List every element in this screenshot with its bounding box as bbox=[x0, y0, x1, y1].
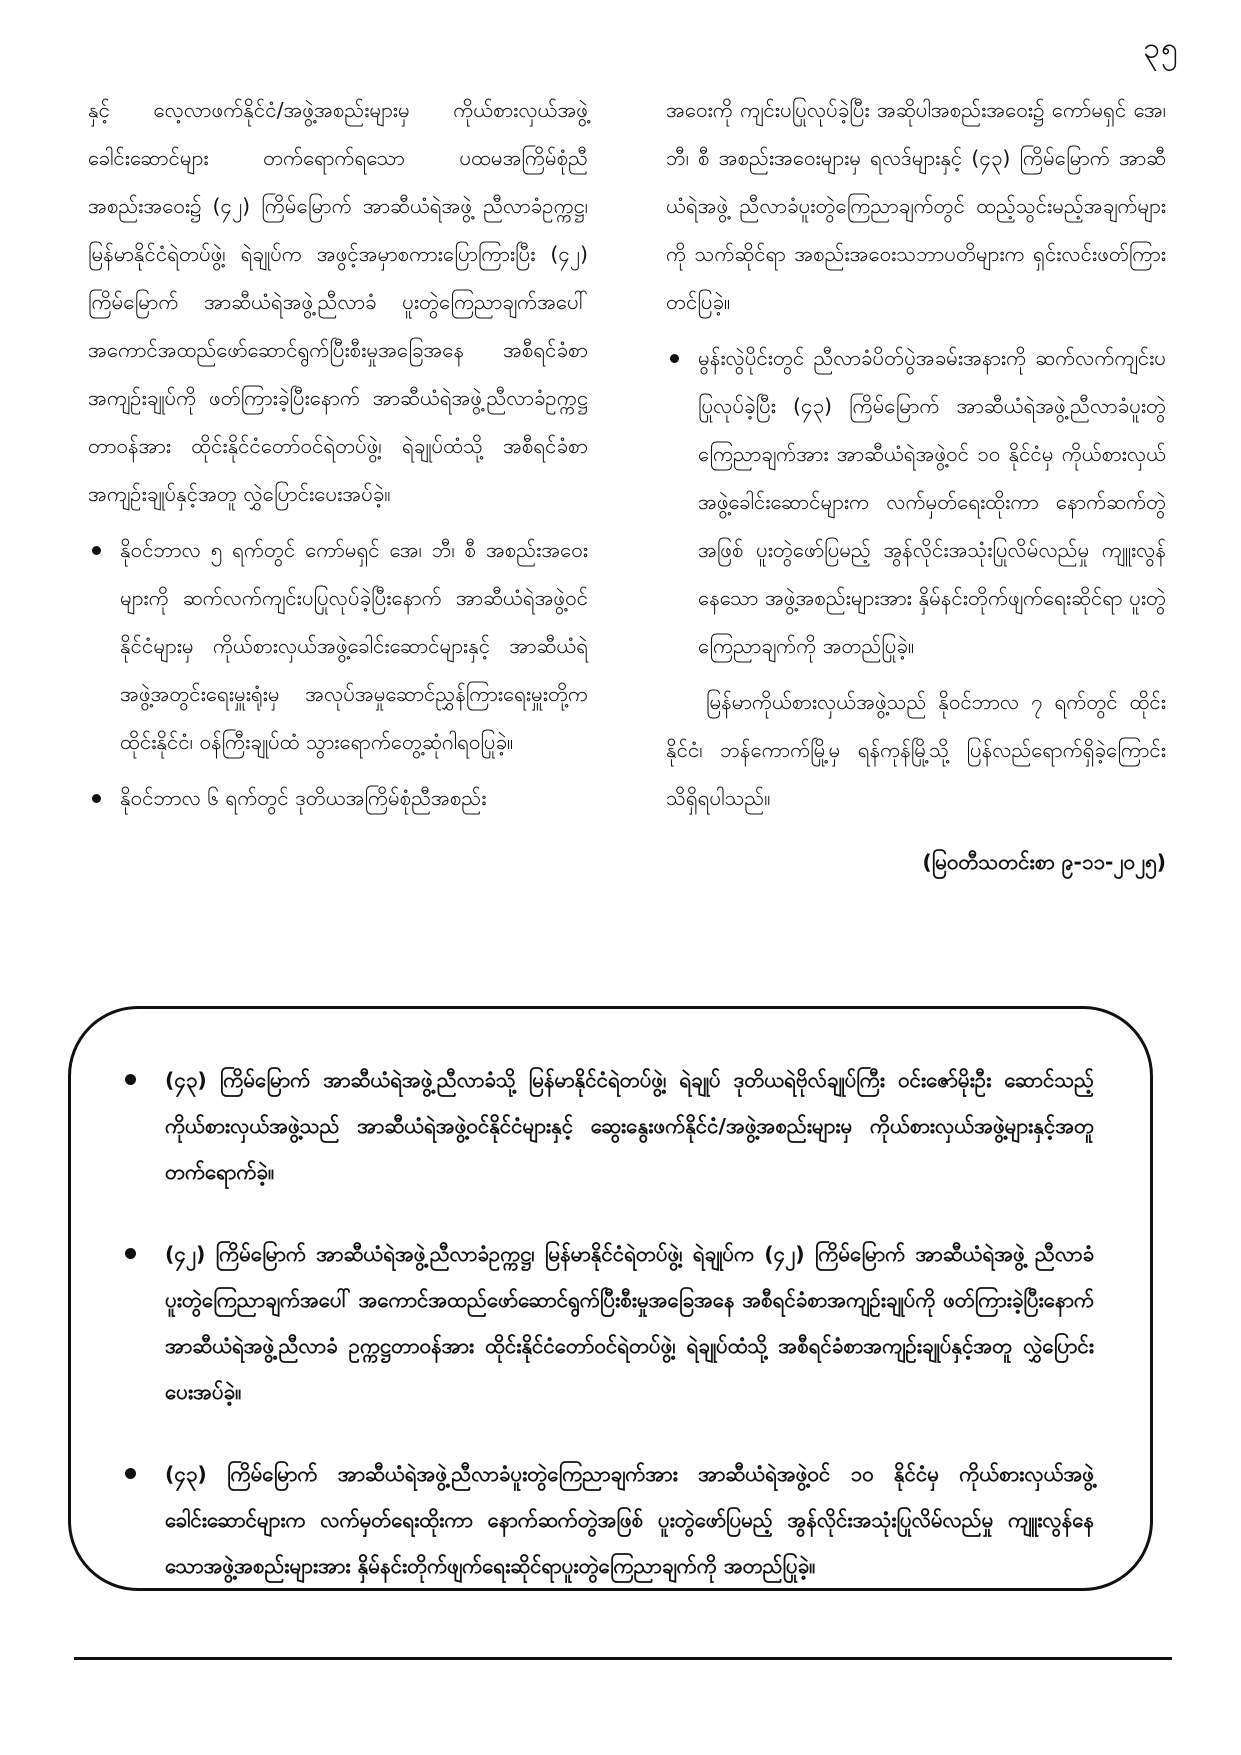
left-column bbox=[88, 86, 588, 886]
summary-box bbox=[68, 1006, 1153, 1591]
page-number: ၃၅ bbox=[1143, 31, 1179, 66]
summary-item: (၄၃) ကြိမ်မြောက် အာဆီယံရဲအဖွဲ့ညီလာခံသို့ မြန်မာနိုင်ငံရဲတပ်ဖွဲ့၊ ရဲချုပ် ဒုတိယရဲဗိုလ်ချုပ်ကြီး ဝင်းဇော်မိုးဦး ဆောင်သည့် ကိုယ်စားလှယ်အဖွဲ့သည် အာဆီယံရဲအဖွဲ့ဝင်နိုင်ငံများနှင့် ဆွေးနွေးဖက်နိုင်ငံ/အဖွဲ့အစည်းများမှ ကိုယ်စားလှယ်အဖွဲ့များနှင့်အတူ တက်ရောက်ခဲ့။ bbox=[117, 1057, 1094, 1195]
right-bullet-list bbox=[666, 334, 1166, 670]
summary-list bbox=[117, 1057, 1094, 1589]
closing-paragraph: မြန်မာကိုယ်စားလှယ်အဖွဲ့သည် နိုဝင်ဘာလ ၇ ရက်တွင် ထိုင်းနိုင်ငံ၊ ဘန်ကောက်မြို့မှ ရန်ကုန်မြို့သို့ ပြန်လည်ရောက်ရှိခဲ့ကြောင်း သိရှိရပါသည်။ bbox=[666, 690, 1166, 810]
source-citation: (မြဝတီသတင်းစာ ၉-၁၁-၂၀၂၅) bbox=[922, 850, 1166, 874]
left-bullet-list bbox=[88, 526, 588, 822]
article-columns bbox=[88, 86, 1166, 886]
continuation-paragraph: အဝေးကို ကျင်းပပြုလုပ်ခဲ့ပြီး အဆိုပါအစည်းအဝေး၌ ကော်မရှင် အေ၊ ဘီ၊ စီ အစည်းအဝေးများမှ ရလဒ်များနှင့် (၄၃) ကြိမ်မြောက် အာဆီယံရဲအဖွဲ့ ညီလာခံပူးတွဲကြေညာချက်တွင် ထည့်သွင်းမည့်အချက်များကို သက်ဆိုင်ရာ အစည်းအဝေးသဘာပတိများက ရှင်းလင်းဖတ်ကြားတင်ပြခဲ့။ bbox=[666, 98, 1166, 314]
summary-item: (၄၂) ကြိမ်မြောက် အာဆီယံရဲအဖွဲ့ညီလာခံဥက္ကဋ္ဌ၊ မြန်မာနိုင်ငံရဲတပ်ဖွဲ့၊ ရဲချုပ်က (၄၂) ကြိမ်မြောက် အာဆီယံရဲအဖွဲ့ ညီလာခံပူးတွဲကြေညာချက်အပေါ် အကောင်အထည်ဖော်ဆောင်ရွက်ပြီးစီးမှုအခြေအနေ အစီရင်ခံစာအကျဉ်းချုပ်ကို ဖတ်ကြားခဲ့ပြီးနောက် အာဆီယံရဲအဖွဲ့ညီလာခံ ဥက္ကဋ္ဌတာဝန်အား ထိုင်းနိုင်ငံတော်ဝင်ရဲတပ်ဖွဲ့၊ ရဲချုပ်ထံသို့ အစီရင်ခံစာအကျဉ်းချုပ်နှင့်အတူ လွှဲပြောင်းပေးအပ်ခဲ့။ bbox=[117, 1231, 1094, 1415]
intro-paragraph: နှင့် လေ့လာဖက်နိုင်ငံ/အဖွဲ့အစည်းများမှ ကိုယ်စားလှယ်အဖွဲ့ခေါင်းဆောင်များ တက်ရောက်ရသော ပထမအကြိမ်စုံညီအစည်းအဝေး၌ (၄၂) ကြိမ်မြောက် အာဆီယံရဲအဖွဲ့ ညီလာခံဥက္ကဋ္ဌ၊ မြန်မာနိုင်ငံရဲတပ်ဖွဲ့၊ ရဲချုပ်က အဖွင့်အမှာစကားပြောကြားပြီး (၄၂) ကြိမ်မြောက် အာဆီယံရဲအဖွဲ့ညီလာခံ ပူးတွဲကြေညာချက်အပေါ် အကောင်အထည်ဖော်ဆောင်ရွက်ပြီးစီးမှုအခြေအနေ အစီရင်ခံစာအကျဉ်းချုပ်ကို ဖတ်ကြားခဲ့ပြီးနောက် အာဆီယံရဲအဖွဲ့ညီလာခံဥက္ကဋ္ဌတာဝန်အား ထိုင်းနိုင်ငံတော်ဝင်ရဲတပ်ဖွဲ့၊ ရဲချုပ်ထံသို့ အစီရင်ခံစာအကျဉ်းချုပ်နှင့်အတူ လွှဲပြောင်းပေးအပ်ခဲ့။ bbox=[88, 98, 588, 506]
right-column bbox=[666, 86, 1166, 886]
summary-item: (၄၃) ကြိမ်မြောက် အာဆီယံရဲအဖွဲ့ညီလာခံပူးတွဲကြေညာချက်အား အာဆီယံရဲအဖွဲ့ဝင် ၁၀ နိုင်ငံမှ ကိုယ်စားလှယ်အဖွဲ့ခေါင်းဆောင်များက လက်မှတ်ရေးထိုးကာ နောက်ဆက်တွဲအဖြစ် ပူးတွဲဖော်ပြမည့် အွန်လိုင်းအသုံးပြုလိမ်လည်မှု ကျူးလွန်နေသောအဖွဲ့အစည်းများအား နှိမ်နင်းတိုက်ဖျက်ရေးဆိုင်ရာပူးတွဲကြေညာချက်ကို အတည်ပြုခဲ့။ bbox=[117, 1451, 1094, 1589]
list-item: မွန်းလွဲပိုင်းတွင် ညီလာခံပိတ်ပွဲအခမ်းအနားကို ဆက်လက်ကျင်းပပြုလုပ်ခဲ့ပြီး (၄၃) ကြိမ်မြောက် အာဆီယံရဲအဖွဲ့ညီလာခံပူးတွဲကြေညာချက်အား အာဆီယံရဲအဖွဲ့ဝင် ၁၀ နိုင်ငံမှ ကိုယ်စားလှယ်အဖွဲ့ခေါင်းဆောင်များက လက်မှတ်ရေးထိုးကာ နောက်ဆက်တွဲအဖြစ် ပူးတွဲဖော်ပြမည့် အွန်လိုင်းအသုံးပြုလိမ်လည်မှု ကျူးလွန်နေသော အဖွဲ့အစည်းများအား နှိမ်နင်းတိုက်ဖျက်ရေးဆိုင်ရာ ပူးတွဲကြေညာချက်ကို အတည်ပြုခဲ့။ bbox=[666, 334, 1166, 670]
list-item: နိုဝင်ဘာလ ၆ ရက်တွင် ဒုတိယအကြိမ်စုံညီအစည်း bbox=[88, 774, 588, 822]
bottom-divider bbox=[74, 1657, 1172, 1660]
list-item: နိုဝင်ဘာလ ၅ ရက်တွင် ကော်မရှင် အေ၊ ဘီ၊ စီ အစည်းအဝေးများကို ဆက်လက်ကျင်းပပြုလုပ်ခဲ့ပြီးနောက် အာဆီယံရဲအဖွဲ့ဝင်နိုင်ငံများမှ ကိုယ်စားလှယ်အဖွဲ့ခေါင်းဆောင်များနှင့် အာဆီယံရဲအဖွဲ့အတွင်းရေးမှူးရုံးမှ အလုပ်အမှုဆောင်ညွှန်ကြားရေးမှူးတို့က ထိုင်းနိုင်ငံ၊ ဝန်ကြီးချုပ်ထံ သွားရောက်တွေ့ဆုံဂါရဝပြုခဲ့။ bbox=[88, 526, 588, 766]
